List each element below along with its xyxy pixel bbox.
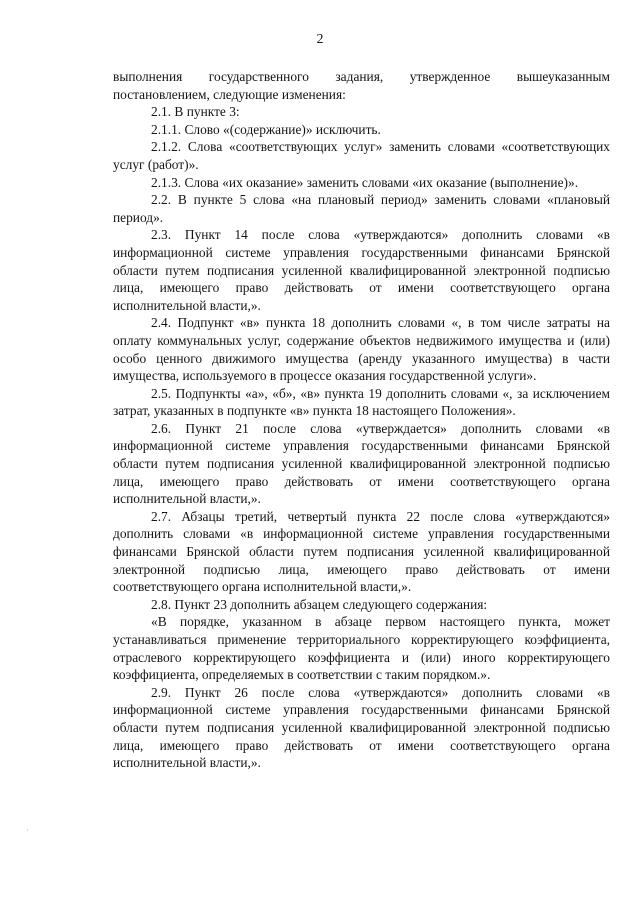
paragraph-2-1: 2.1. В пункте 3: xyxy=(151,104,240,120)
paragraph-2-4: 2.4. Подпункт «в» пункта 18 дополнить словами «, в том числе затраты на оплату коммунальных услуг, содержание объектов недвижимого имущества и (или) особо ценного движимого имущества (аренду указанного имущества) в части имущества, используемого в процессе оказания государственной услуги». xyxy=(113,315,610,384)
paragraph-2-8-quote: «В порядке, указанном в абзаце первом настоящего пункта, может устанавливаться применение территориального корректирующего коэффициента, отраслевого корректирующего коэффициента и (или) иного корректирующего коэффициента, определяемых в соответствии с таким порядком.». xyxy=(113,614,610,683)
paragraph-2-2: 2.2. В пункте 5 слова «на плановый период» заменить словами «плановый период». xyxy=(113,192,610,225)
paragraph-2-1-1: 2.1.1. Слово «(содержание)» исключить. xyxy=(151,121,381,137)
page-number: 2 xyxy=(316,32,324,47)
document-body xyxy=(113,68,610,772)
scan-margin-mark: · xyxy=(26,826,29,835)
paragraph-2-6: 2.6. Пункт 21 после слова «утверждается» дополнить словами «в информационной системе управления государственными финансами Брянской области путем подписания усиленной квалифицированной электронной подписью лица, имеющего право действовать от имени соответствующего органа исполнительной власти,». xyxy=(113,420,610,507)
paragraph-2-1-2: 2.1.2. Слова «соответствующих услуг» заменить словами «соответствующих услуг (работ)». xyxy=(113,139,610,172)
paragraph-2-1-3: 2.1.3. Слова «их оказание» заменить словами «их оказание (выполнение)». xyxy=(151,174,579,190)
paragraph-2-9: 2.9. Пункт 26 после слова «утверждаются» дополнить словами «в информационной системе управления государственными финансами Брянской области путем подписания усиленной квалифицированной электронной подписью лица, имеющего право действовать от имени соответствующего органа исполнительной власти,». xyxy=(113,684,610,771)
paragraph-intro-continuation: выполнения государственного задания, утвержденное вышеуказанным постановлением, следующие изменения: xyxy=(113,69,610,102)
paragraph-2-5: 2.5. Подпункты «а», «б», «в» пункта 19 дополнить словами «, за исключением затрат, указанных в подпункте «в» пункта 18 настоящего Положения». xyxy=(113,385,610,419)
paragraph-2-8: 2.8. Пункт 23 дополнить абзацем следующего содержания: xyxy=(151,596,488,612)
paragraph-2-3: 2.3. Пункт 14 после слова «утверждаются» дополнить словами «в информационной системе управления государственными финансами Брянской области путем подписания усиленной квалифицированной электронной подписью лица, имеющего право действовать от имени соответствующего органа исполнительной власти,». xyxy=(113,227,610,313)
paragraph-2-7: 2.7. Абзацы третий, четвертый пункта 22 после слова «утверждаются» дополнить словами «в информационной системе управления государственными финансами Брянской области путем подписания усиленной квалифицированной электронной подписью лица, имеющего право действовать от имени соответствующего органа исполнительной власти,». xyxy=(113,508,610,595)
